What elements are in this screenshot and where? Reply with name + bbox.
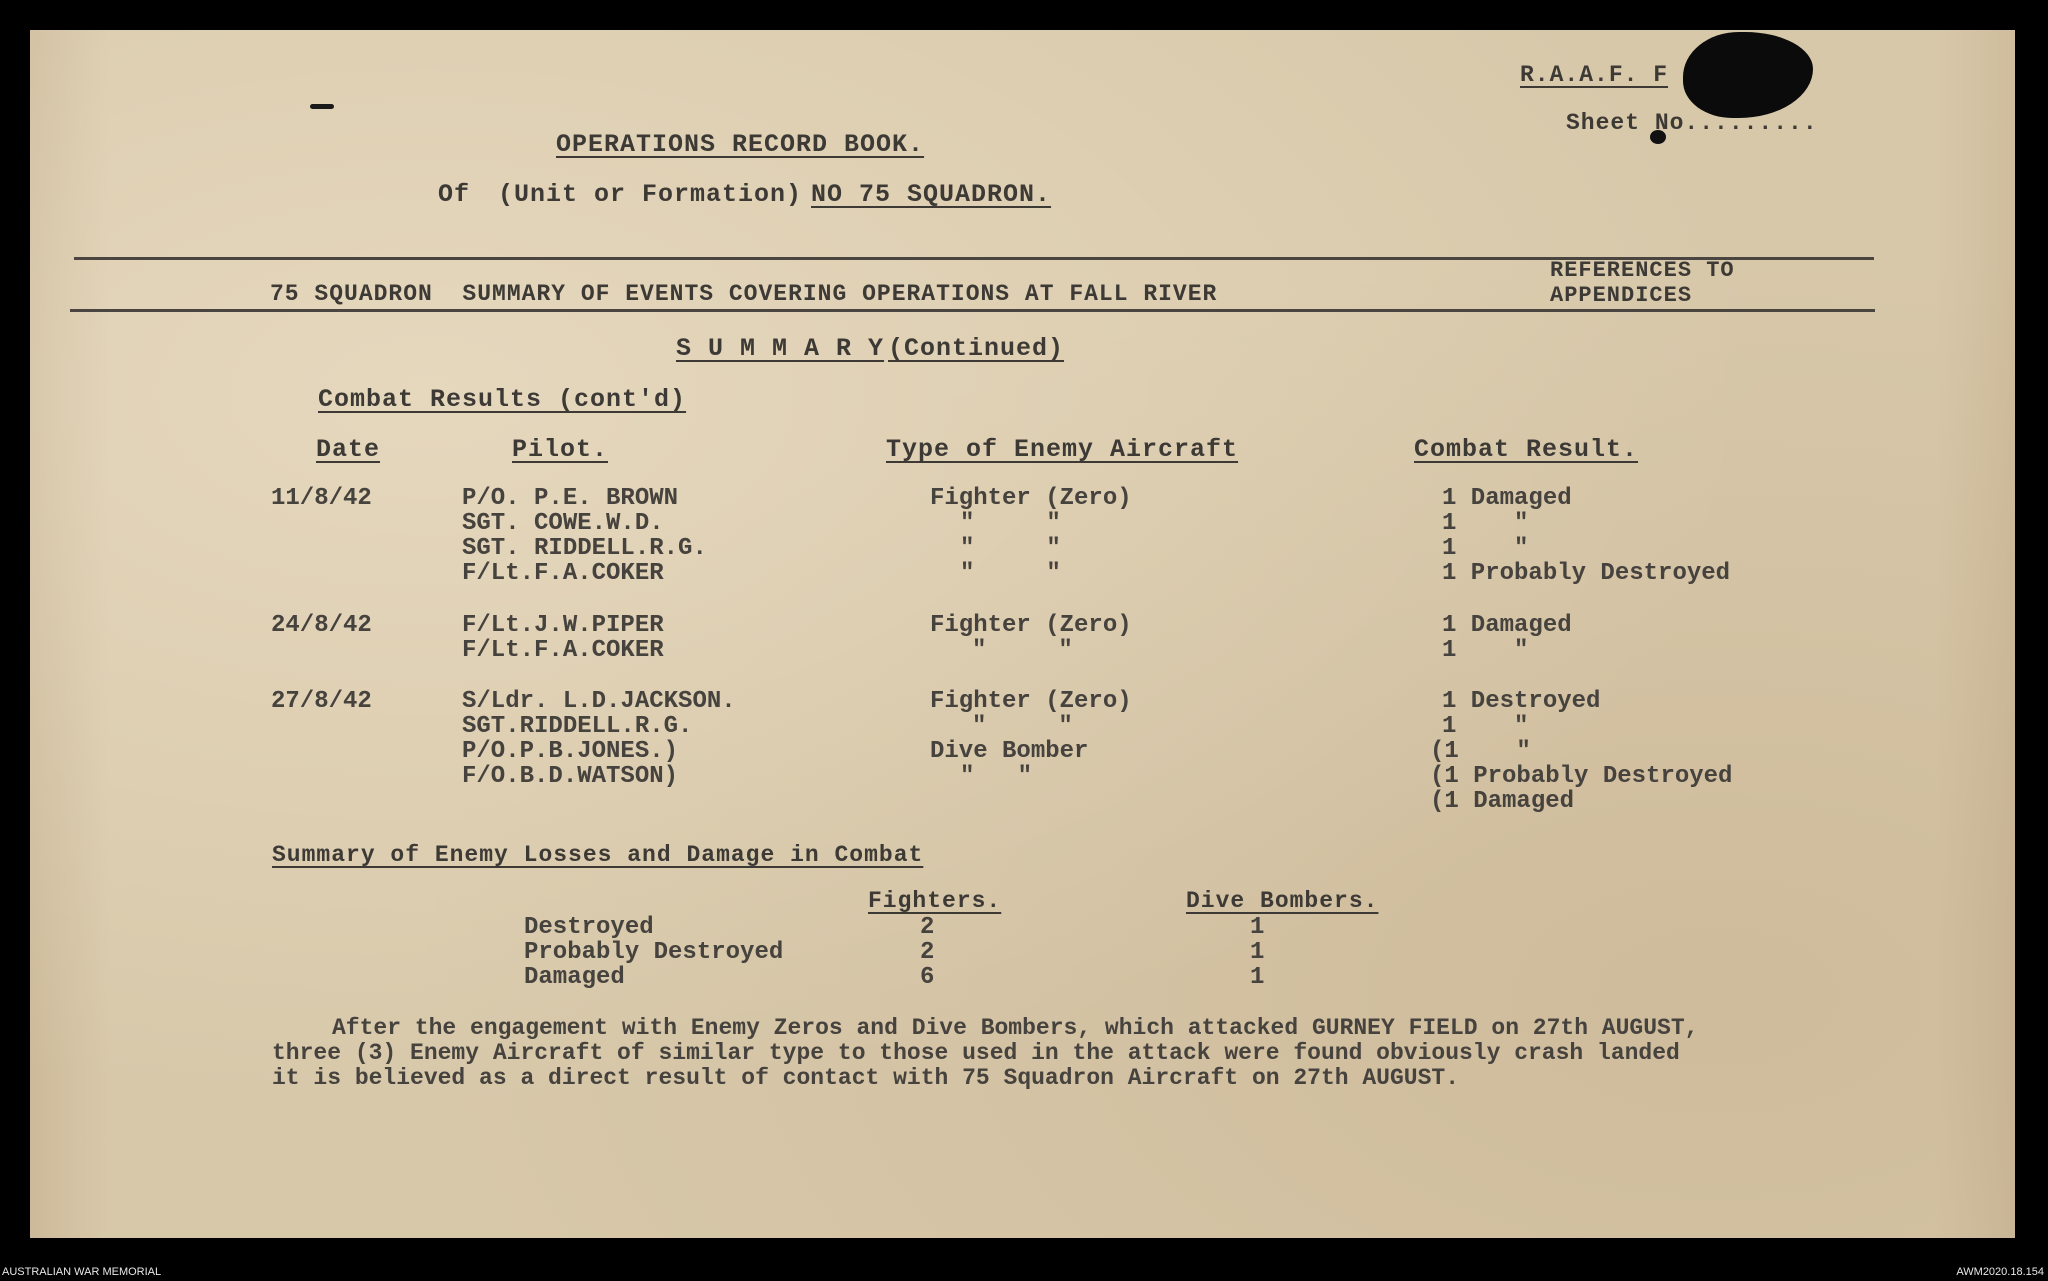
losses-fighters: 2 <box>920 939 935 966</box>
row-type: " " <box>960 763 1033 790</box>
losses-label: Destroyed <box>524 914 654 941</box>
column-date: Date <box>316 435 381 464</box>
row-result: (1 " <box>1430 738 1531 765</box>
row-date: 11/8/42 <box>271 485 372 512</box>
unit-label: (Unit or Formation) <box>498 180 803 209</box>
row-result: 1 " <box>1442 713 1529 740</box>
of-label: Of <box>438 180 471 209</box>
row-type: Dive Bomber <box>930 738 1089 765</box>
narrative-line: it is believed as a direct result of contact with 75 Squadron Aircraft on 27th AUGUST. <box>272 1065 1459 1091</box>
losses-label: Damaged <box>524 964 625 991</box>
row-pilot: SGT.RIDDELL.R.G. <box>462 713 693 740</box>
footer-credit: AUSTRALIAN WAR MEMORIAL <box>2 1266 162 1278</box>
column-dive-bombers: Dive Bombers. <box>1186 888 1379 914</box>
appendices-label: APPENDICES <box>1550 283 1693 308</box>
footer-accession-number: AWM2020.18.154 <box>1956 1266 2044 1278</box>
bottom-rule <box>70 309 1875 312</box>
column-pilot: Pilot. <box>512 435 609 464</box>
row-type: " " <box>960 560 1061 587</box>
row-result: (1 Damaged <box>1430 788 1575 815</box>
pen-mark <box>310 104 334 109</box>
references-label: REFERENCES TO <box>1550 258 1735 283</box>
losses-dive-bombers: 1 <box>1250 939 1265 966</box>
summary-heading: S U M M A R Y <box>676 334 885 363</box>
row-pilot: F/Lt.J.W.PIPER <box>462 612 664 639</box>
row-type: " " <box>972 713 1073 740</box>
row-type: " " <box>972 637 1073 664</box>
row-type: Fighter (Zero) <box>930 485 1132 512</box>
row-pilot: F/O.B.D.WATSON) <box>462 763 679 790</box>
losses-label: Probably Destroyed <box>524 939 784 966</box>
row-date: 24/8/42 <box>271 612 372 639</box>
row-type: Fighter (Zero) <box>930 688 1132 715</box>
row-pilot: P/O.P.B.JONES.) <box>462 738 679 765</box>
losses-dive-bombers: 1 <box>1250 964 1265 991</box>
column-fighters: Fighters. <box>868 888 1002 914</box>
row-result: (1 Probably Destroyed <box>1430 763 1733 790</box>
band-title: 75 SQUADRON SUMMARY OF EVENTS COVERING OPERATIONS AT FALL RIVER <box>270 281 1218 307</box>
row-pilot: SGT. COWE.W.D. <box>462 510 664 537</box>
book-title: OPERATIONS RECORD BOOK. <box>556 130 925 159</box>
column-combat-result: Combat Result. <box>1414 435 1639 464</box>
row-result: 1 Probably Destroyed <box>1442 560 1731 587</box>
row-result: 1 " <box>1442 637 1529 664</box>
summary-continued: (Continued) <box>888 334 1065 363</box>
unit-name: NO 75 SQUADRON. <box>811 180 1052 209</box>
losses-heading: Summary of Enemy Losses and Damage in Combat <box>272 842 924 868</box>
row-type: Fighter (Zero) <box>930 612 1132 639</box>
row-result: 1 Destroyed <box>1442 688 1601 715</box>
combat-results-heading: Combat Results (cont'd) <box>318 385 687 414</box>
row-pilot: P/O. P.E. BROWN <box>462 485 679 512</box>
row-result: 1 " <box>1442 535 1529 562</box>
sheet-number: Sheet No......... <box>1566 110 1818 136</box>
row-type: " " <box>960 510 1061 537</box>
file-reference: R.A.A.F. F <box>1520 62 1669 88</box>
row-result: 1 Damaged <box>1442 612 1572 639</box>
ink-blot <box>1683 32 1813 118</box>
row-type: " " <box>960 535 1061 562</box>
row-pilot: S/Ldr. L.D.JACKSON. <box>462 688 736 715</box>
row-pilot: F/Lt.F.A.COKER <box>462 637 664 664</box>
losses-dive-bombers: 1 <box>1250 914 1265 941</box>
losses-fighters: 2 <box>920 914 935 941</box>
row-result: 1 " <box>1442 510 1529 537</box>
column-aircraft-type: Type of Enemy Aircraft <box>886 435 1239 464</box>
narrative-line: three (3) Enemy Aircraft of similar type to those used in the attack were found obviously crash landed <box>272 1040 1680 1066</box>
losses-fighters: 6 <box>920 964 935 991</box>
row-pilot: SGT. RIDDELL.R.G. <box>462 535 707 562</box>
row-result: 1 Damaged <box>1442 485 1572 512</box>
document-page <box>30 30 2015 1238</box>
row-pilot: F/Lt.F.A.COKER <box>462 560 664 587</box>
narrative-line: After the engagement with Enemy Zeros and Dive Bombers, which attacked GURNEY FIELD on 27th AUGUST, <box>332 1015 1699 1041</box>
row-date: 27/8/42 <box>271 688 372 715</box>
